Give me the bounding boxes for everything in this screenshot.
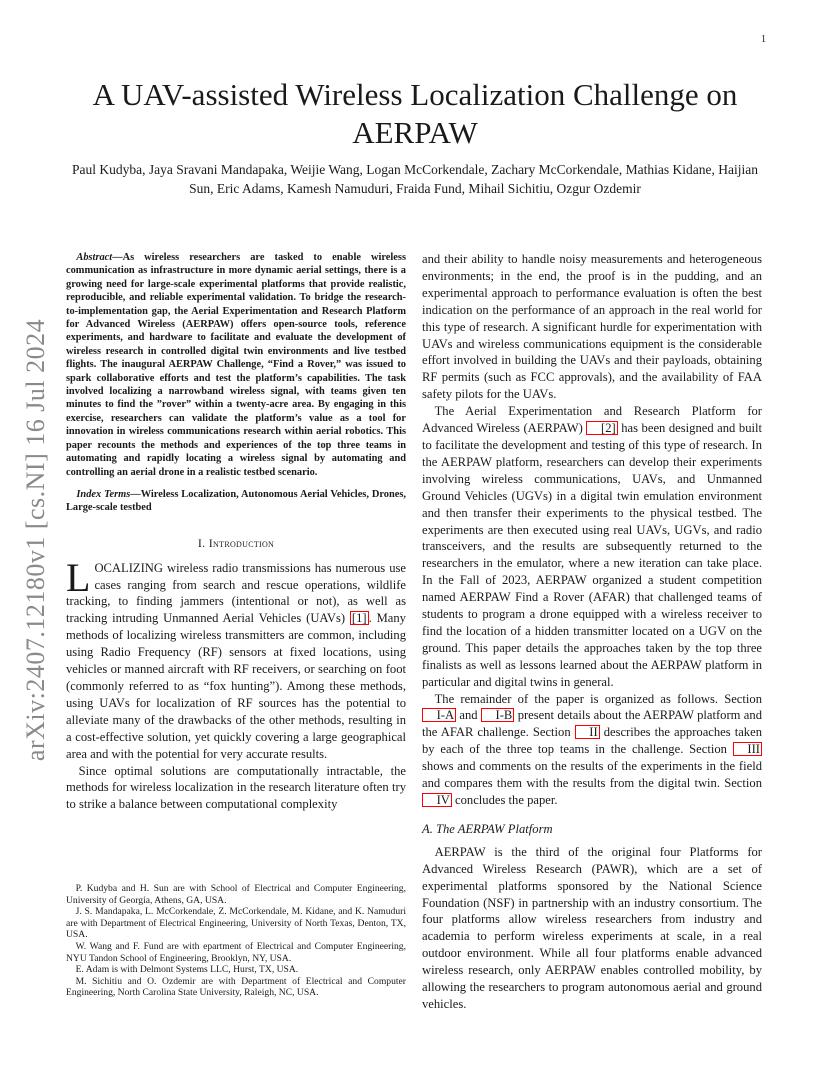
intro-p3-text-a: The Aerial Experimentation and Research Platform for Advanced Wireless (AERPAW) bbox=[422, 404, 762, 436]
intro-paragraph-1 bbox=[66, 554, 406, 763]
drop-cap: L bbox=[66, 554, 91, 600]
intro-p3-text-b: has been designed and built to facilitate the development and testing of this type of research. In the AERPAW platform, researchers can develop their experiments involving wireless communications, UAVs, and Unmanned Ground Vehicles (UGVs) in a digital twin emulation environment and then transfer their experiments to the physical testbed. The experiments are then executed using real UAVs, UGVs, and radio transceivers, and the results are subsequently returned to the researchers in the emulator, where a new iteration can take place. In the Fall of 2023, AERPAW organized a student competition named AERPAW Find a Rover (AFAR) that challenged teams of students to program a drone equipped with a wireless receiver to find the location of a hidden transmitter located on a UGV on the ground. This paper details the approaches taken by the top three finalists as well as lessons learned about the AERPAW platform in particular and digital twins in general. bbox=[422, 421, 762, 689]
intro-paragraph-4 bbox=[422, 691, 762, 809]
abstract bbox=[66, 251, 406, 479]
intro-paragraph-2-continued: and their ability to handle noisy measurements and heterogeneous environments; in the end, the proof is in the pudding, and an experimental approach to performance evaluation is often the best indication on the performance of an approach in the real world for this type of research. A significant hurdle for experimentation with UAVs and wireless communications equipment is the considerable effort involved in building the UAVs and their payloads, obtaining RF permits (such as FCC approvals), and the availability of FAA safety pilots for the UAVs. bbox=[422, 252, 762, 402]
subsection-heading-aerpaw-platform: A. The AERPAW Platform bbox=[422, 821, 553, 836]
section-link-iii[interactable]: III bbox=[733, 742, 762, 756]
aerpaw-platform-paragraph: AERPAW is the third of the original four Platforms for Advanced Wireless Research (PAWR), which are a set of experimental platforms sponsored by the National Science Foundation (NSF) in partnership with an industry consortium. The four platforms allow wireless researchers from industry and academia to perform wireless experiments at scale, in a real outdoor environment. While all four platforms enable advanced wireless research, only AERPAW enables controlled mobility, by allowing the researchers to program autonomous aerial and ground vehicles. bbox=[422, 844, 762, 1011]
intro-p4-text-e: shows and comments on the results of the experiments in the field and compares them with the results from the digital twin. Section bbox=[422, 759, 762, 791]
intro-p4-text-c: present details about the AERPAW platform and the AFAR challenge. Section bbox=[422, 708, 762, 740]
section-link-iv[interactable]: IV bbox=[422, 793, 452, 807]
index-terms bbox=[66, 488, 406, 515]
index-terms-text: —Wireless Localization, Autonomous Aerial Vehicles, Drones, Large-scale testbed bbox=[66, 488, 406, 514]
section-number: I. bbox=[197, 535, 209, 550]
intro-p1-text-b: . Many methods of localizing wireless transmitters are common, including using Radio Frequency (RF) sensors at fixed locations, using vehicles or manned aircraft with RF receivers, or searching on foot (commonly referred to as “fox hunting”). Among these methods, using UAVs for localization of RF sources has the potential to alleviate many of the drawbacks of the other methods, resulting in a cost-effective solution, yet quickly covering a large geographical area and with the potential for very accurate results. bbox=[66, 611, 406, 761]
abstract-lead: Abstract bbox=[76, 252, 113, 263]
page-number: 1 bbox=[761, 34, 766, 45]
footnote: J. S. Mandapaka, L. McCorkendale, Z. McCorkendale, M. Kidane, and K. Namuduri are with Department of Electrical Engineering, University of North Texas, Denton, TX, USA. bbox=[66, 906, 406, 941]
abstract-text: —As wireless researchers are tasked to enable wireless communication as infrastructure in more dynamic aerial settings, there is a growing need for large-scale experimental platforms that provide realistic, reproducible, and reliable experimental validation. To bridge the research-to-implementation gap, the Aerial Experimentation and Research Platform for Advanced Wireless (AERPAW) offers open-source tools, reference experiments, and hardware to facilitate and evaluate the development of wireless research in controlled digital twin environments and live testbed flights. The inaugural AERPAW Challenge, “Find a Rover,” was issued to spark collaborative efforts and test the platform’s capabilities. The task involved localizing a narrowband wireless signal, with teams given ten minutes to find the ”rover” within a twenty-acre area. By engaging in this exercise, researchers can validate the platform’s value as a tool for innovation in wireless communications research within aerial robotics. This paper recounts the methods and experiences of the top three teams in automating and rapidly locating a wireless signal by automating and controlling an aerial drone in a realistic testbed scenario. bbox=[66, 252, 406, 478]
intro-p4-text-b: and bbox=[456, 708, 481, 723]
intro-paragraph-2-start: Since optimal solutions are computationally intractable, the methods for wireless localization in the research literature often try to strike a balance between computational complexity bbox=[66, 763, 406, 812]
citation-link-2[interactable]: [2] bbox=[586, 421, 617, 435]
section-link-ii[interactable]: II bbox=[575, 725, 600, 739]
section-heading-introduction bbox=[66, 535, 406, 552]
paper-title: A UAV-assisted Wireless Localization Challenge on AERPAW bbox=[92, 77, 738, 150]
intro-p4-text-a: The remainder of the paper is organized as follows. Section bbox=[434, 691, 762, 706]
section-link-i-a[interactable]: I-A bbox=[422, 708, 456, 722]
left-column bbox=[66, 251, 406, 813]
arxiv-identifier: arXiv:2407.12180v1 [cs.NI] 16 Jul 2024 bbox=[21, 318, 50, 762]
footnote: P. Kudyba and H. Sun are with School of Electrical and Computer Engineering, University of Georgia, Athens, GA, USA. bbox=[66, 883, 406, 906]
footnote: E. Adam is with Delmont Systems LLC, Hurst, TX, USA. bbox=[75, 964, 299, 976]
footnote: W. Wang and F. Fund are with epartment of Electrical and Computer Engineering, NYU Tandon School of Engineering, Brooklyn, NY, USA. bbox=[66, 940, 406, 964]
author-list: Paul Kudyba, Jaya Sravani Mandapaka, Weijie Wang, Logan McCorkendale, Zachary McCorkendale, Mathias Kidane, Haijian Sun, Eric Adams, Kamesh Namuduri, Fraida Fund, Mihail Sichitiu, Ozgur Ozdemir bbox=[72, 162, 758, 196]
footnote: M. Sichitiu and O. Ozdemir are with Department of Electrical and Computer Engineering, North Carolina State University, Raleigh, NC, USA. bbox=[66, 975, 406, 999]
intro-p4-text-d: describes the approaches taken by each of the three top teams in the challenge. Section bbox=[422, 725, 762, 757]
section-title: Introduction bbox=[208, 535, 275, 550]
index-terms-lead: Index Terms bbox=[76, 488, 131, 500]
author-affiliation-footnotes bbox=[66, 883, 406, 999]
right-column bbox=[422, 251, 762, 1013]
citation-link-1[interactable]: [1] bbox=[351, 611, 367, 626]
section-link-i-b[interactable]: I-B bbox=[481, 708, 514, 722]
intro-paragraph-3 bbox=[422, 403, 762, 690]
intro-p1-text-a: OCALIZING wireless radio transmissions has numerous use cases ranging from search and rescue operations, wildlife tracking, to finding jammers (intentional or not), as well as tracking intruding Unmanned Aerial Vehicles (UAVs) bbox=[66, 560, 406, 626]
intro-p4-text-f: concludes the paper. bbox=[451, 793, 558, 807]
